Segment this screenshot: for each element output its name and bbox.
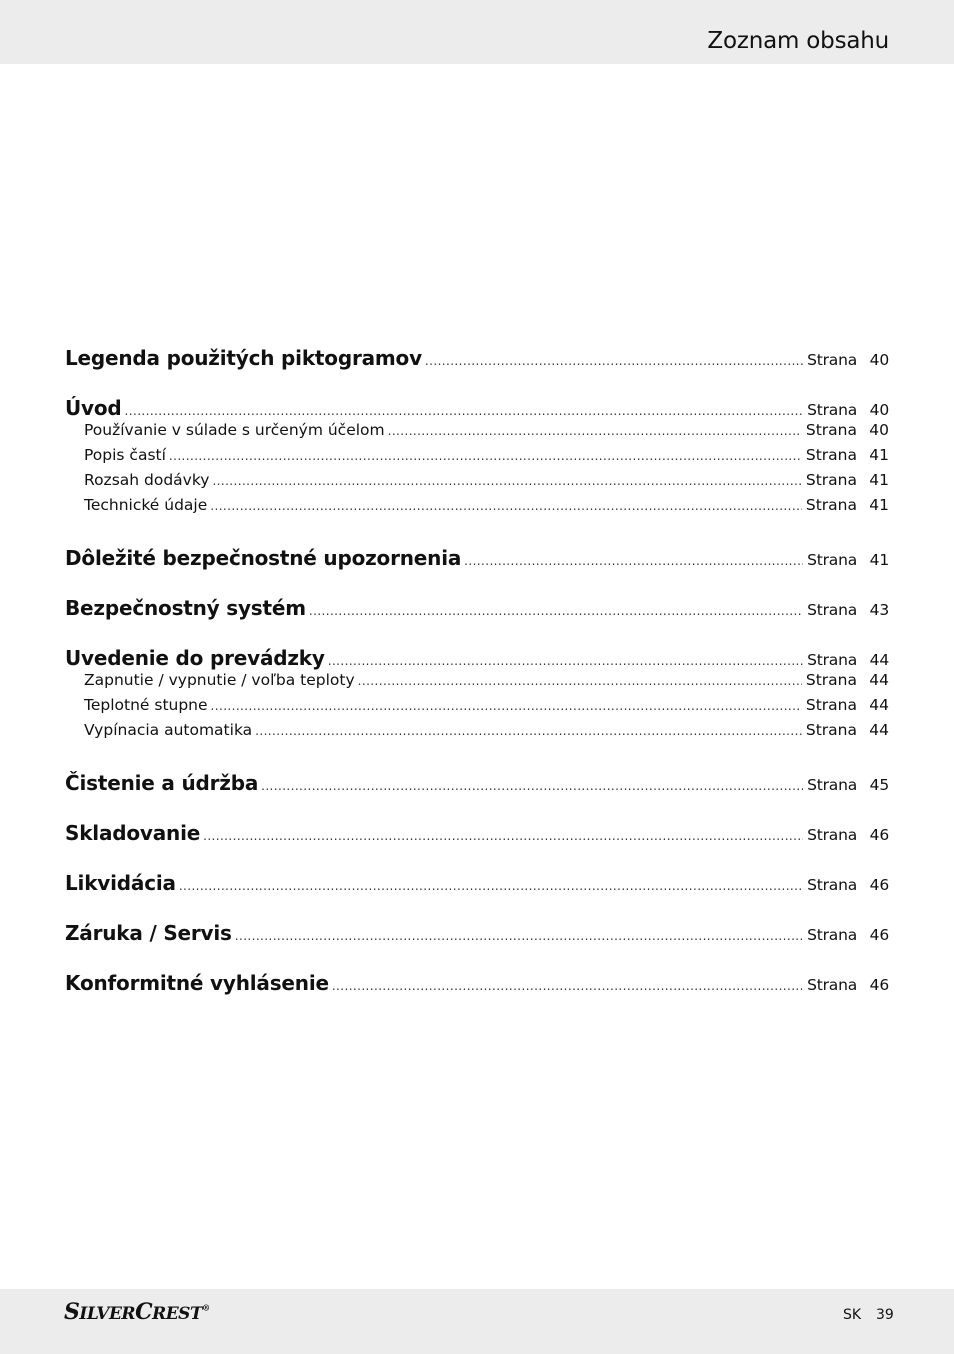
toc-page-number: 41 — [869, 496, 889, 514]
toc-page-number: 40 — [869, 351, 889, 369]
toc-entry — [65, 546, 889, 571]
toc-leader-dots — [210, 499, 802, 513]
toc-leader-dots — [309, 604, 803, 618]
toc-page-prefix: Strana — [805, 446, 857, 464]
toc-page-prefix: Strana — [807, 551, 857, 569]
toc-entry-page — [802, 421, 889, 439]
toc-entry-label: Technické údaje — [84, 496, 208, 514]
toc-leader-dots — [203, 829, 803, 843]
page-title: Zoznam obsahu — [707, 28, 889, 54]
toc-page-prefix: Strana — [805, 671, 857, 689]
toc-page-prefix: Strana — [807, 926, 857, 944]
toc-page-number: 44 — [869, 696, 889, 714]
toc-page-prefix: Strana — [807, 601, 857, 619]
toc-subentry — [65, 721, 889, 746]
toc-page-number: 44 — [869, 671, 889, 689]
toc-leader-dots — [464, 554, 803, 568]
toc-leader-dots — [125, 404, 804, 418]
toc-entry-label: Popis častí — [84, 446, 166, 464]
toc-page-prefix: Strana — [805, 421, 857, 439]
toc-entry-page — [803, 826, 889, 844]
toc-entry — [65, 596, 889, 621]
table-of-contents — [65, 346, 889, 996]
toc-entry — [65, 821, 889, 846]
toc-leader-dots — [179, 879, 803, 893]
toc-entry — [65, 971, 889, 996]
toc-leader-dots — [212, 474, 801, 488]
toc-page-prefix: Strana — [807, 651, 857, 669]
toc-page-number: 44 — [869, 651, 889, 669]
toc-subentry — [65, 471, 889, 496]
toc-entry — [65, 871, 889, 896]
toc-entry-page — [802, 671, 889, 689]
toc-entry-label: Konformitné vyhlásenie — [65, 971, 329, 995]
toc-page-prefix: Strana — [807, 351, 857, 369]
toc-entry-label: Bezpečnostný systém — [65, 596, 306, 620]
toc-page-prefix: Strana — [807, 976, 857, 994]
toc-leader-dots — [332, 979, 803, 993]
toc-entry-page — [803, 401, 889, 419]
toc-page-number: 46 — [869, 826, 889, 844]
toc-page-prefix: Strana — [807, 876, 857, 894]
toc-page-prefix: Strana — [805, 696, 857, 714]
toc-page-number: 40 — [869, 421, 889, 439]
toc-entry-label: Čistenie a údržba — [65, 771, 259, 795]
toc-entry-page — [803, 926, 889, 944]
toc-page-number: 46 — [869, 926, 889, 944]
toc-page-number: 43 — [869, 601, 889, 619]
toc-entry-page — [802, 446, 889, 464]
toc-page-number: 41 — [869, 471, 889, 489]
toc-leader-dots — [328, 654, 803, 668]
toc-entry — [65, 646, 889, 671]
toc-subentry — [65, 421, 889, 446]
toc-page-prefix: Strana — [805, 471, 857, 489]
toc-subentry — [65, 696, 889, 721]
toc-entry-label: Likvidácia — [65, 871, 176, 895]
toc-entry-label: Dôležité bezpečnostné upozornenia — [65, 546, 462, 570]
toc-leader-dots — [255, 724, 802, 738]
toc-entry-page — [803, 976, 889, 994]
toc-entry-page — [802, 496, 889, 514]
toc-entry-label: Uvedenie do prevádzky — [65, 646, 325, 670]
toc-leader-dots — [235, 929, 803, 943]
toc-entry — [65, 771, 889, 796]
toc-entry-page — [802, 471, 889, 489]
page-number: 39 — [876, 1307, 894, 1323]
toc-entry-label: Používanie v súlade s určeným účelom — [84, 421, 385, 439]
toc-leader-dots — [261, 779, 803, 793]
toc-page-number: 45 — [869, 776, 889, 794]
toc-entry-page — [803, 776, 889, 794]
toc-entry-label: Legenda použitých piktogramov — [65, 346, 422, 370]
brand-logo: SILVERCREST® — [64, 1299, 210, 1325]
toc-page-number: 44 — [869, 721, 889, 739]
toc-entry-label: Vypínacia automatika — [84, 721, 253, 739]
toc-subentry — [65, 496, 889, 521]
toc-page-number: 46 — [869, 876, 889, 894]
toc-page-prefix: Strana — [807, 401, 857, 419]
toc-entry — [65, 396, 889, 421]
toc-entry-page — [802, 721, 889, 739]
toc-entry-label: Teplotné stupne — [84, 696, 208, 714]
toc-entry-page — [803, 351, 889, 369]
toc-entry — [65, 346, 889, 371]
toc-page-number: 40 — [869, 401, 889, 419]
toc-entry-page — [803, 651, 889, 669]
toc-leader-dots — [169, 449, 802, 463]
toc-page-number: 41 — [869, 446, 889, 464]
toc-entry-page — [803, 876, 889, 894]
toc-entry — [65, 921, 889, 946]
toc-leader-dots — [358, 674, 802, 688]
toc-entry-label: Rozsah dodávky — [84, 471, 210, 489]
toc-subentry — [65, 671, 889, 696]
toc-entry-label: Úvod — [65, 396, 122, 420]
toc-page-number: 46 — [869, 976, 889, 994]
toc-page-prefix: Strana — [805, 721, 857, 739]
toc-subentry — [65, 446, 889, 471]
toc-entry-label: Zapnutie / vypnutie / voľba teploty — [84, 671, 355, 689]
toc-leader-dots — [425, 354, 803, 368]
toc-entry-label: Skladovanie — [65, 821, 201, 845]
toc-leader-dots — [388, 424, 802, 438]
toc-entry-page — [803, 601, 889, 619]
toc-entry-label: Záruka / Servis — [65, 921, 232, 945]
toc-page-number: 41 — [869, 551, 889, 569]
toc-page-prefix: Strana — [805, 496, 857, 514]
toc-page-prefix: Strana — [807, 826, 857, 844]
brand-logo-text: SILVERCREST — [64, 1299, 203, 1325]
toc-page-prefix: Strana — [807, 776, 857, 794]
toc-entry-page — [802, 696, 889, 714]
toc-leader-dots — [211, 699, 802, 713]
language-code: SK — [843, 1307, 862, 1323]
toc-entry-page — [803, 551, 889, 569]
